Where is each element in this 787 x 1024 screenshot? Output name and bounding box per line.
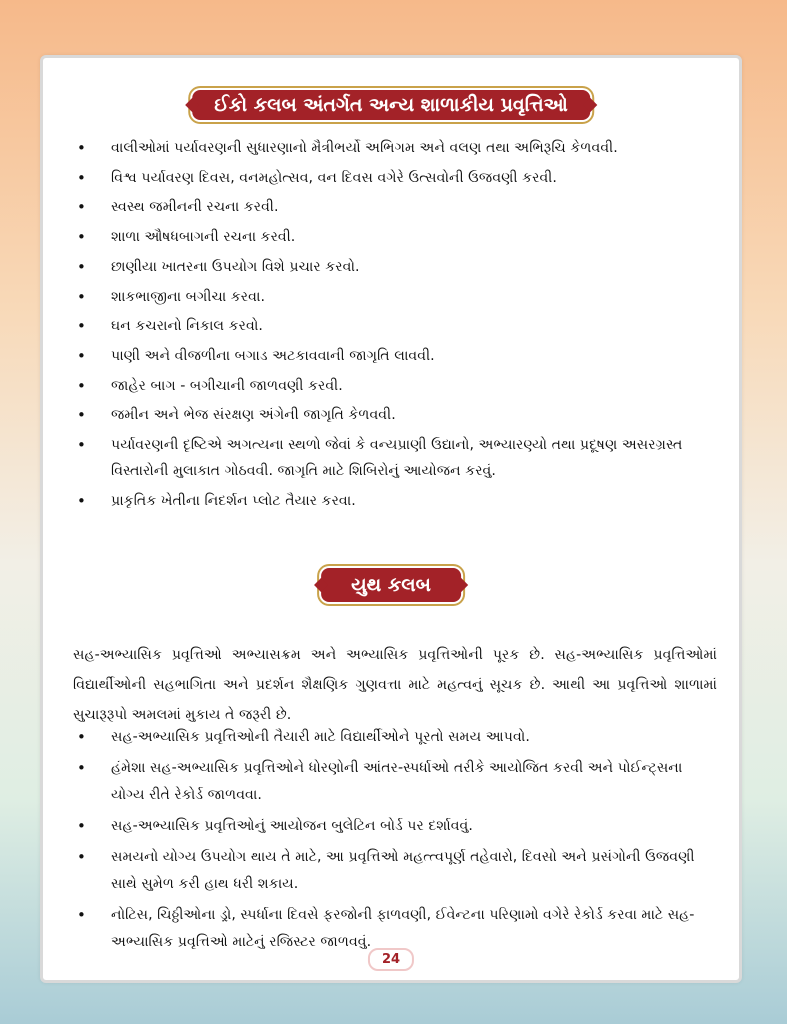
list-item	[43, 343, 739, 369]
list-item-text: સહ-અભ્યાસિક પ્રવૃત્તિઓની તૈયારી માટે વિદ્યાર્થીઓને પૂરતો સમય આપવો.	[111, 729, 530, 745]
bullet-icon: •	[77, 257, 86, 276]
list-item	[43, 724, 739, 751]
list-item	[43, 313, 739, 339]
youth-club-heading: યુથ કલબ	[321, 568, 461, 602]
list-item	[43, 432, 739, 485]
youth-club-list	[43, 724, 739, 960]
eco-club-list	[43, 135, 739, 518]
bullet-icon: •	[77, 346, 86, 365]
bullet-icon: •	[77, 228, 86, 247]
bullet-icon: •	[77, 198, 86, 217]
list-item	[43, 844, 739, 898]
list-item-text: હંમેશા સહ-અભ્યાસિક પ્રવૃત્તિઓને ધોરણોની આંતર-સ્પર્ધાઓ તરીકે આયોજિત કરવી અને પોઈન્ટ્સના યોગ્ય રીતે રેકોર્ડ જાળવવા.	[111, 760, 683, 803]
list-item-text: શાળા ઔષધબાગની રચના કરવી.	[111, 229, 296, 246]
list-item	[43, 373, 739, 399]
bullet-icon: •	[77, 906, 86, 924]
list-item-text: ઘન કચરાનો નિકાલ કરવો.	[111, 318, 263, 335]
list-item-text: સહ-અભ્યાસિક પ્રવૃત્તિઓનું આયોજન બુલેટિન બોર્ડ પર દર્શાવવું.	[111, 818, 473, 834]
list-item-text: વિશ્વ પર્યાવરણ દિવસ, વનમહોત્સવ, વન દિવસ વગેરે ઉત્સવોની ઉજવણી કરવી.	[111, 169, 557, 186]
list-item-text: પર્યાવરણની દૃષ્ટિએ અગત્યના સ્થળો જેવાં કે વન્યપ્રાણી ઉદ્યાનો, અભ્યારણ્યો તથા પ્રદૂષણ અસરગ્રસ્ત વિસ્તારોની મુલાકાત ગોઠવવી. જાગૃતિ માટે શિબિરોનું આયોજન કરવું.	[111, 437, 683, 480]
list-item	[43, 224, 739, 250]
list-item	[43, 165, 739, 191]
list-item-text: વાલીઓમાં પર્યાવરણની સુધારણાનો મૈત્રીભર્યો અભિગમ અને વલણ તથા અભિરૂચિ કેળવવી.	[111, 140, 618, 156]
bullet-icon: •	[77, 406, 86, 425]
list-item-text: છાણીયા ખાતરના ઉપયોગ વિશે પ્રચાર કરવો.	[111, 258, 360, 275]
list-item-text: જાહેર બાગ - બગીચાની જાળવણી કરવી.	[111, 377, 343, 394]
list-item-text: જમીન અને ભેજ સંરક્ષણ અંગેની જાગૃતિ કેળવવી.	[111, 407, 396, 424]
list-item-text: શાકભાજીના બગીચા કરવા.	[111, 288, 265, 305]
list-item	[43, 402, 739, 428]
page-sheet	[40, 55, 742, 983]
bullet-icon: •	[77, 759, 86, 777]
list-item	[43, 284, 739, 310]
bullet-icon: •	[77, 492, 86, 511]
list-item	[43, 194, 739, 220]
list-item	[43, 813, 739, 840]
bullet-icon: •	[77, 817, 86, 835]
bullet-icon: •	[77, 848, 86, 866]
list-item-text: પ્રાકૃતિક ખેતીના નિદર્શન પ્લોટ તૈયાર કરવા.	[111, 493, 356, 510]
bullet-icon: •	[77, 168, 86, 187]
list-item	[43, 488, 739, 514]
list-item-text: સ્વસ્થ જમીનની રચના કરવી.	[111, 199, 279, 216]
list-item	[43, 254, 739, 280]
page-number: 24	[368, 948, 414, 971]
list-item-text: સમયનો યોગ્ય ઉપયોગ થાય તે માટે, આ પ્રવૃત્તિઓ મહત્ત્વપૂર્ણ તહેવારો, દિવસો અને પ્રસંગોની ઉજવણી સાથે સુમેળ કરી હાથ ધરી શકાય.	[111, 849, 695, 892]
bullet-icon: •	[77, 139, 86, 157]
bullet-icon: •	[77, 376, 86, 395]
bullet-icon: •	[77, 728, 86, 746]
bullet-icon: •	[77, 436, 86, 455]
eco-club-heading: ઈકો કલબ અંતર્ગત અન્ય શાળાકીય પ્રવૃત્તિઓ	[192, 90, 590, 120]
bullet-icon: •	[77, 287, 86, 306]
youth-club-intro: સહ-અભ્યાસિક પ્રવૃત્તિઓ અભ્યાસક્રમ અને અભ્યાસિક પ્રવૃત્તિઓની પૂરક છે. સહ-અભ્યાસિક પ્રવૃત્તિઓમાં વિદ્યાર્થીઓની સહભાગિતા અને પ્રદર્શન શૈક્ષણિક ગુણવત્તા માટે મહત્વનું સૂચક છે. આથી આ પ્રવૃત્તિઓ શાળામાં સુચારૂરૂપો અમલમાં મુકાય તે જરૂરી છે.	[73, 647, 717, 724]
bullet-icon: •	[77, 317, 86, 336]
list-item	[43, 135, 739, 161]
list-item-text: પાણી અને વીજળીના બગાડ અટકાવવાની જાગૃતિ લાવવી.	[111, 347, 435, 364]
list-item-text: નોટિસ, ચિઠ્ઠીઓના ડ્રો, સ્પર્ધાના દિવસે ફરજોની ફાળવણી, ઈવેન્ટના પરિણામો વગેરે રેકોર્ડ કરવા માટે સહ-અભ્યાસિક પ્રવૃત્તિઓ માટેનું રજિસ્ટર જાળવવું.	[111, 907, 695, 950]
list-item	[43, 755, 739, 809]
